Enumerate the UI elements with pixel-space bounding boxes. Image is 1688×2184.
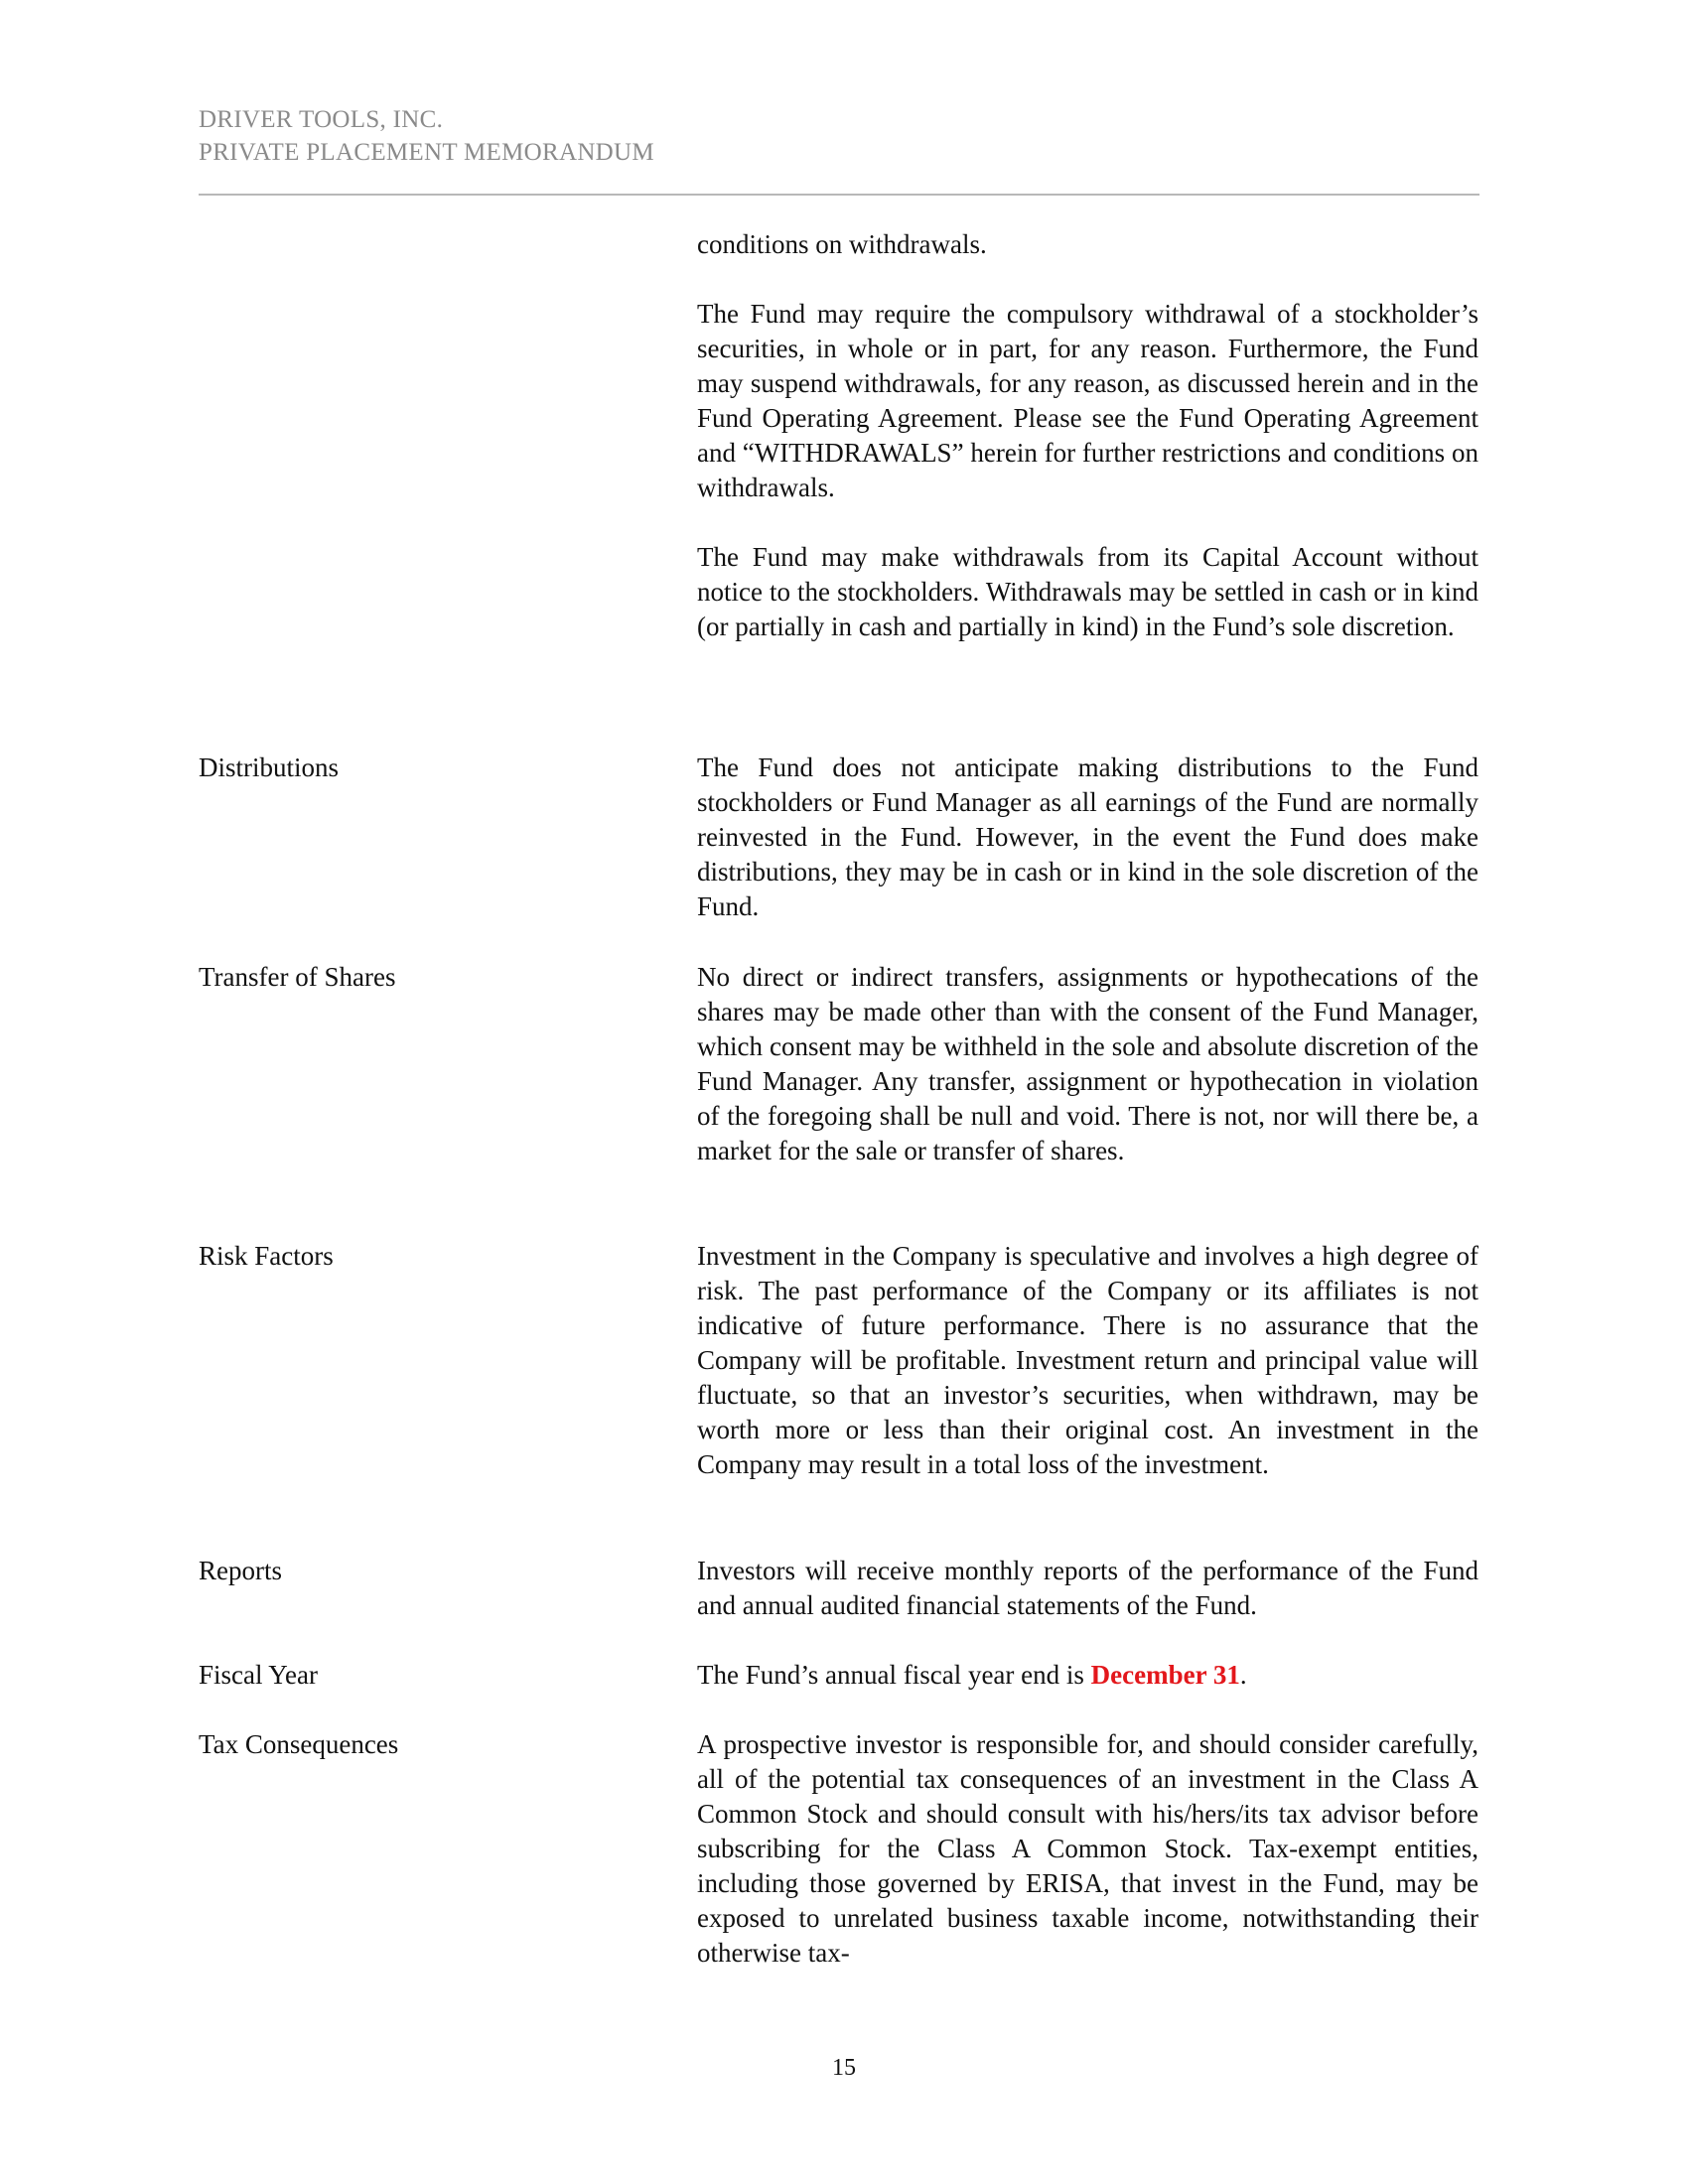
header-divider [199, 194, 1479, 196]
company-name: DRIVER TOOLS, INC. [199, 106, 444, 133]
transfer-of-shares-term: Transfer of Shares [199, 962, 396, 992]
distributions-term: Distributions [199, 752, 340, 782]
document-title: PRIVATE PLACEMENT MEMORANDUM [199, 139, 654, 166]
transfer-of-shares-description: No direct or indirect transfers, assignments or hypothecations of the shares may be made other than with the consent of the Fund Manager, which consent may be withheld in the sole and absolute discretion of the Fund Manager. Any transfer, assignment or hypothecation in violation of the foregoing shall be null and void. There is not, nor will there be, a market for the sale or transfer of shares. [697, 962, 1478, 1165]
tax-consequences-term: Tax Consequences [199, 1729, 399, 1759]
fiscal-year-term: Fiscal Year [199, 1660, 318, 1690]
withdrawals-description [697, 227, 1478, 644]
risk-factors-description: Investment in the Company is speculative and involves a high degree of risk. The past performance of the Company or its affiliates is not indicative of future performance. There is no assurance that the Company will be profitable. Investment return and principal value will fluctuate, so that an investor’s securities, when withdrawn, may be worth more or less than their original cost. An investment in the Company may result in a total loss of the investment. [697, 1241, 1478, 1479]
fiscal-year-period: . [1239, 1660, 1247, 1690]
page-header [199, 103, 1479, 169]
page-number: 15 [832, 2055, 856, 2081]
distributions-description: The Fund does not anticipate making distributions to the Fund stockholders or Fund Manager as all earnings of the Fund are normally reinvested in the Fund. However, in the event the Fund does make distributions, they may be in cash or in kind in the sole discretion of the Fund. [697, 752, 1478, 921]
fiscal-year-text: The Fund’s annual fiscal year end is [697, 1660, 1091, 1690]
reports-description: Investors will receive monthly reports of the performance of the Fund and annual audited financial statements of the Fund. [697, 1556, 1478, 1620]
fiscal-year-end-date: December 31 [1090, 1660, 1240, 1690]
reports-term: Reports [199, 1556, 282, 1585]
withdrawals-paragraph-2: The Fund may require the compulsory withdrawal of a stockholder’s securities, in whole or in part, for any reason. Furthermore, the Fund may suspend withdrawals, for any reason, as discussed herein and in the Fund Operating Agreement. Please see the Fund Operating Agreement and “WITHDRAWALS” herein for further restrictions and conditions on withdrawals. [697, 299, 1478, 502]
withdrawals-paragraph-1: conditions on withdrawals. [697, 229, 987, 259]
withdrawals-paragraph-3: The Fund may make withdrawals from its Capital Account without notice to the stockholders. Withdrawals may be settled in cash or in kind (or partially in cash and partially in kind) in the Fund’s sole discretion. [697, 542, 1478, 641]
risk-factors-term: Risk Factors [199, 1241, 334, 1271]
tax-consequences-description: A prospective investor is responsible for, and should consider carefully, all of the potential tax consequences of an investment in the Class A Common Stock and should consult with his/hers/its tax advisor before subscribing for the Class A Common Stock. Tax-exempt entities, including those governed by ERISA, that invest in the Fund, may be exposed to unrelated business taxable income, notwithstanding their otherwise tax- [697, 1729, 1478, 1968]
fiscal-year-description [697, 1658, 1478, 1693]
